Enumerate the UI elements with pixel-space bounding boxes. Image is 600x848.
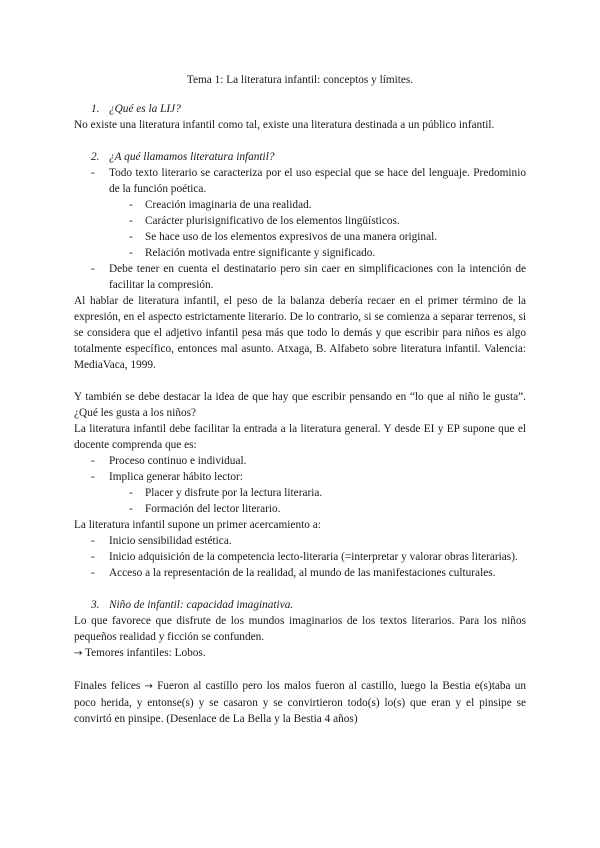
- section-heading-3: [74, 597, 526, 613]
- list-item: - Placer y disfrute por la lectura literaria.: [129, 487, 323, 499]
- paragraph: Lo que favorece que disfrute de los mundos imaginarios de los textos literarios. Para los niños pequeños realidad y ficción se confunden.: [74, 615, 526, 643]
- temores-line: → Temores infantiles: Lobos.: [74, 647, 206, 659]
- list-item: - Proceso continuo e individual.: [91, 455, 247, 467]
- arrow-icon: →: [74, 648, 83, 659]
- section-heading-2: [74, 149, 526, 165]
- list-item: - Implica generar hábito lector:: [91, 471, 243, 483]
- list-item: - Todo texto literario se caracteriza por el uso especial que se hace del lenguaje. Predominio de la función poética.: [91, 167, 526, 195]
- section-number: 2.: [91, 151, 100, 163]
- list-item: - Relación motivada entre significante y significado.: [129, 247, 376, 259]
- document-body: [74, 72, 526, 727]
- bullet-list: [74, 453, 526, 517]
- finales-paragraph: Finales felices → Fueron al castillo pero los malos fueron al castillo, luego la Bestia e(s)taba un poco herida, y entonse(s) y se casaron y se convirtieron todo(s) lo(s) que eran y el pinsipe se convirtó en pinsipe. (Desenlace de La Bella y la Bestia 4 años): [74, 680, 527, 725]
- section-number: 1.: [91, 103, 100, 115]
- bullet-list: [74, 165, 526, 293]
- paragraph: Y también se debe destacar la idea de que hay que escribir pensando en “lo que al niño le gusta”. ¿Qué les gusta a los niños?: [74, 391, 526, 419]
- section-title: ¿A qué llamamos literatura infantil?: [109, 151, 275, 163]
- list-item: - Inicio adquisición de la competencia lecto-literaria (=interpretar y valorar obras literarias).: [91, 551, 518, 563]
- paragraph: La literatura infantil supone un primer acercamiento a:: [74, 519, 321, 531]
- page-title: Tema 1: La literatura infantil: conceptos y límites.: [186, 74, 414, 86]
- section-number: 3.: [91, 599, 100, 611]
- list-item: - Inicio sensibilidad estética.: [91, 535, 232, 547]
- list-item: - Acceso a la representación de la realidad, al mundo de las manifestaciones culturales.: [91, 567, 496, 579]
- list-item: - Creación imaginaria de una realidad.: [129, 199, 312, 211]
- bullet-list: [74, 533, 526, 581]
- section-heading-1: [74, 101, 526, 117]
- paragraph: La literatura infantil debe facilitar la entrada a la literatura general. Y desde EI y EP supone que el docente comprenda que es:: [74, 423, 526, 451]
- list-item: - Debe tener en cuenta el destinatario pero sin caer en simplificaciones con la intención de facilitar la compresión.: [91, 263, 526, 291]
- list-item: - Se hace uso de los elementos expresivos de una manera original.: [129, 231, 438, 243]
- list-item: - Formación del lector literario.: [129, 503, 281, 515]
- list-item: - Carácter plurisignificativo de los elementos lingüísticos.: [129, 215, 400, 227]
- section-1-text: No existe una literatura infantil como tal, existe una literatura destinada a un público infantil.: [74, 119, 495, 131]
- arrow-icon: →: [144, 681, 153, 692]
- section-title: Niño de infantil: capacidad imaginativa.: [109, 599, 294, 611]
- quote-paragraph: Al hablar de literatura infantil, el peso de la balanza debería recaer en el primer término de la expresión, en el aspecto estrictamente literario. De lo contrario, si se comienza a separar terrenos, si se considera que el adjetivo infantil pesa más que todo lo demás y que escribir para niños es algo totalmente específico, entonces mal asunto. Atxaga, B. Alfabeto sobre literatura infantil. Valencia: MediaVaca, 1999.: [74, 295, 526, 371]
- section-title: ¿Qué es la LIJ?: [109, 103, 181, 115]
